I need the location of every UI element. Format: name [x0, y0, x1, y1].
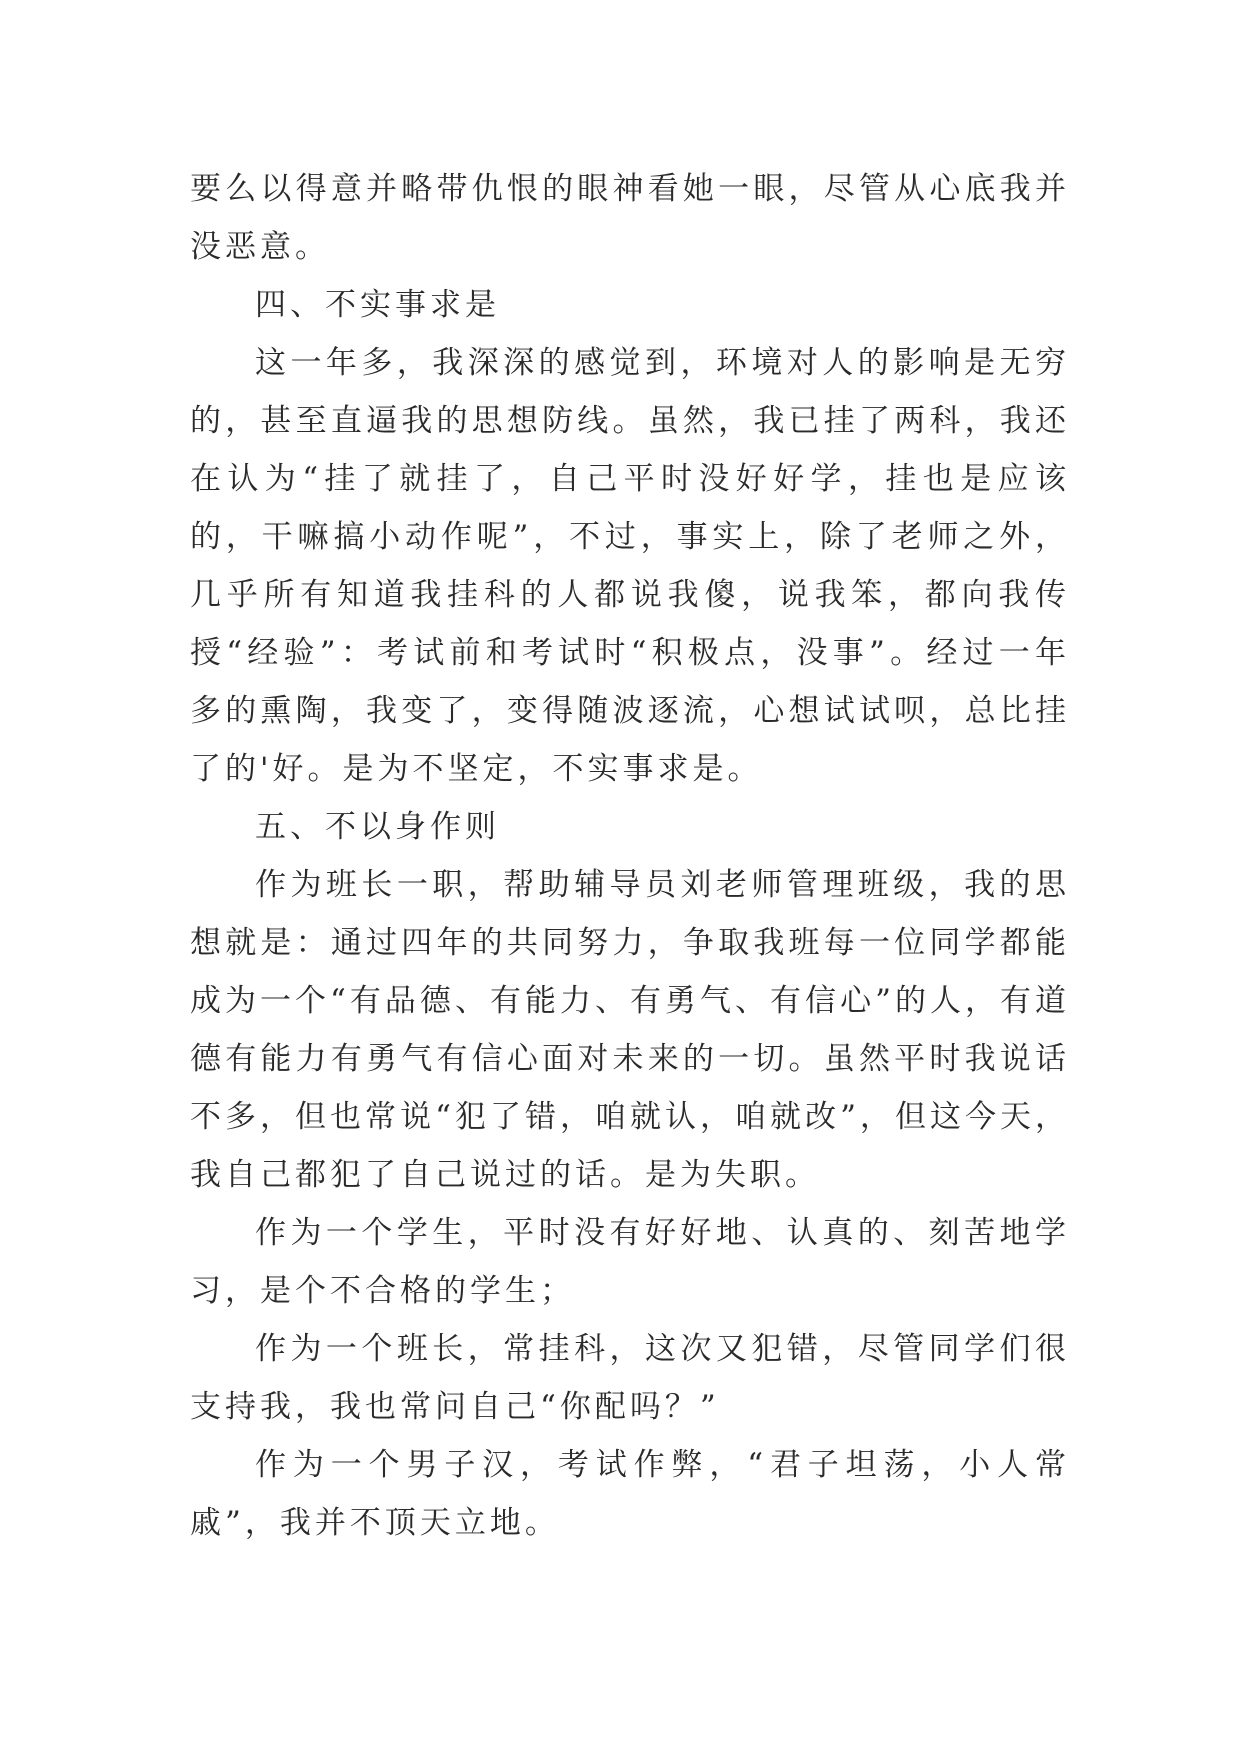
paragraph: 作为一个男子汉，考试作弊，“君子坦荡，小人常戚”，我并不顶天立地。 [190, 1447, 1070, 1541]
section-heading-5: 五、不以身作则 [255, 809, 500, 845]
paragraph: 作为一个班长，常挂科，这次又犯错，尽管同学们很支持我，我也常问自己“你配吗？” [190, 1331, 1070, 1425]
section-heading-4: 四、不实事求是 [255, 287, 500, 323]
paragraph: 作为班长一职，帮助辅导员刘老师管理班级，我的思想就是：通过四年的共同努力，争取我班每一位同学都能成为一个“有品德、有能力、有勇气、有信心”的人，有道德有能力有勇气有信心面对未来的一切。虽然平时我说话不多，但也常说“犯了错，咱就认，咱就改”，但这今天，我自己都犯了自己说过的话。是为失职。 [190, 867, 1070, 1193]
paragraph: 作为一个学生，平时没有好好地、认真的、刻苦地学习，是个不合格的学生； [190, 1215, 1070, 1309]
paragraph: 这一年多，我深深的感觉到，环境对人的影响是无穷的，甚至直逼我的思想防线。虽然，我已挂了两科，我还在认为“挂了就挂了，自己平时没好好学，挂也是应该的，干嘛搞小动作呢”，不过，事实上，除了老师之外，几乎所有知道我挂科的人都说我傻，说我笨，都向我传授“经验”：考试前和考试时“积极点，没事”。经过一年多的熏陶，我变了，变得随波逐流，心想试试呗，总比挂了的'好。是为不坚定，不实事求是。 [190, 345, 1070, 787]
paragraph-continuation: 要么以得意并略带仇恨的眼神看她一眼，尽管从心底我并没恶意。 [190, 171, 1070, 265]
document-body [190, 160, 1070, 1552]
